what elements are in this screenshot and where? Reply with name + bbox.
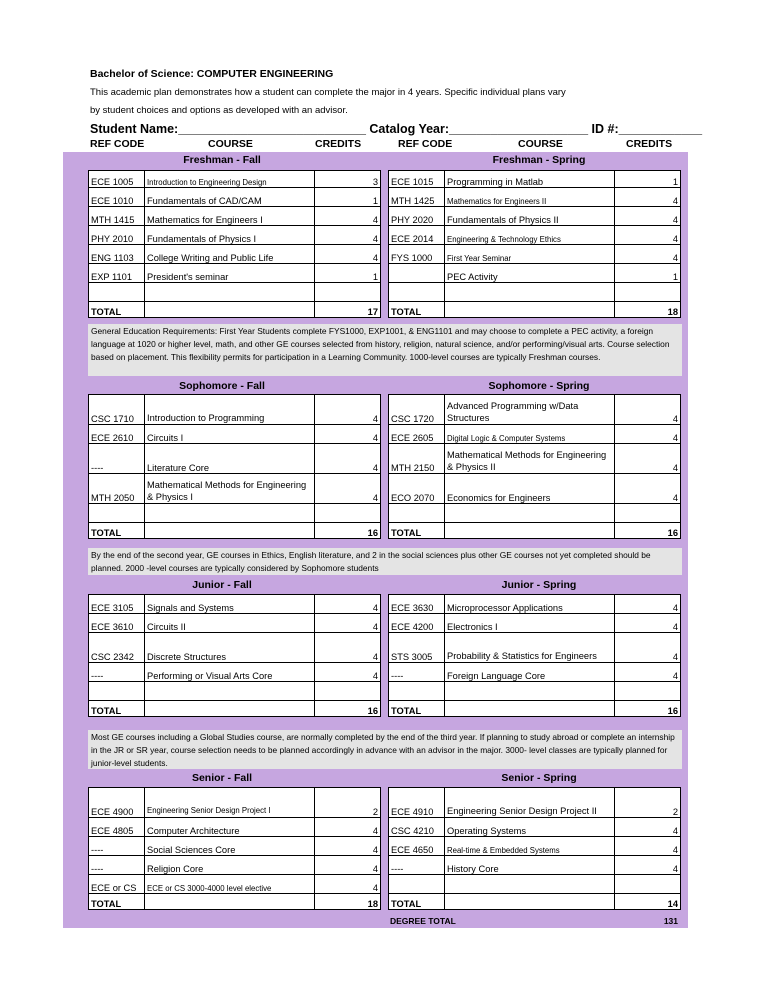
- junior-spring-table: [388, 594, 681, 717]
- ref-code-cell: ----: [89, 663, 145, 682]
- ref-code-cell: MTH 2050: [89, 474, 145, 504]
- credits-cell: 4: [615, 595, 681, 614]
- credits-cell: 4: [315, 856, 381, 875]
- course-row: [89, 595, 381, 614]
- credits-cell: 4: [315, 614, 381, 633]
- sophomore-fall-title: Sophomore - Fall: [179, 380, 265, 392]
- ref-code-cell: [389, 504, 445, 523]
- ref-code-cell: MTH 1425: [389, 188, 445, 207]
- junior-fall-title: Junior - Fall: [192, 579, 252, 591]
- credits-cell: 18: [615, 302, 681, 318]
- junior-fall-table: [88, 594, 381, 717]
- course-cell: Economics for Engineers: [445, 474, 615, 504]
- credits-cell: 4: [315, 226, 381, 245]
- course-header: COURSE: [518, 138, 563, 150]
- ref-code-cell: ECE 4650: [389, 837, 445, 856]
- credits-cell: 4: [315, 837, 381, 856]
- ref-code-cell: ECE 4200: [389, 614, 445, 633]
- credits-cell: [615, 875, 681, 894]
- ref-code-cell: TOTAL: [89, 894, 145, 910]
- credits-cell: [315, 682, 381, 701]
- course-row: [89, 663, 381, 682]
- course-row: [389, 875, 681, 894]
- credits-cell: 4: [315, 425, 381, 444]
- credits-cell: 4: [315, 633, 381, 663]
- course-cell: Mathematics for Engineers II: [445, 188, 615, 207]
- ref-code-cell: [389, 283, 445, 302]
- course-cell: [445, 504, 615, 523]
- ref-code-cell: FYS 1000: [389, 245, 445, 264]
- course-row: [389, 395, 681, 425]
- credits-cell: 16: [315, 701, 381, 717]
- course-cell: Microprocessor Applications: [445, 595, 615, 614]
- course-cell: Foreign Language Core: [445, 663, 615, 682]
- course-row: [89, 245, 381, 264]
- document-title: Bachelor of Science: COMPUTER ENGINEERING: [90, 68, 334, 80]
- course-row: [389, 283, 681, 302]
- course-cell: [445, 894, 615, 910]
- credits-cell: 16: [615, 701, 681, 717]
- degree-total-value: 131: [663, 916, 678, 926]
- course-row: [389, 788, 681, 818]
- student-info-line: Student Name:___________________________ Catalog Year:____________________ ID #:____________: [90, 122, 703, 136]
- ref-code-cell: TOTAL: [389, 894, 445, 910]
- credits-cell: 18: [315, 894, 381, 910]
- ref-code-cell: CSC 4210: [389, 818, 445, 837]
- course-row: [389, 226, 681, 245]
- credits-cell: 4: [615, 425, 681, 444]
- credits-cell: 4: [315, 875, 381, 894]
- ref-code-cell: STS 3005: [389, 633, 445, 663]
- ref-code-cell: CSC 1710: [89, 395, 145, 425]
- course-cell: Religion Core: [145, 856, 315, 875]
- course-cell: Probability & Statistics for Engineers: [445, 633, 615, 663]
- course-row: [389, 474, 681, 504]
- course-row: [89, 614, 381, 633]
- ref-code-cell: ECO 2070: [389, 474, 445, 504]
- course-cell: President's seminar: [145, 264, 315, 283]
- ref-code-header: REF CODE: [398, 138, 453, 150]
- senior-spring-title: Senior - Spring: [501, 772, 577, 784]
- course-cell: Fundamentals of Physics II: [445, 207, 615, 226]
- course-row: [389, 614, 681, 633]
- junior-note: Most GE courses including a Global Studies course, are normally completed by the end of the third year. If planning to study abroad or complete an internship in the JR or SR year, course selection needs to be planned accordingly in advance with an advisor in the major. 3000- level classes are typically planned for junior-level students.: [88, 730, 682, 769]
- ref-code-cell: ----: [89, 837, 145, 856]
- credits-cell: 4: [615, 818, 681, 837]
- sophomore-fall-table: [88, 394, 381, 539]
- ref-code-cell: TOTAL: [389, 701, 445, 717]
- credits-header: CREDITS: [626, 138, 673, 150]
- credits-cell: 3: [315, 171, 381, 188]
- credits-cell: 4: [315, 474, 381, 504]
- course-cell: [445, 701, 615, 717]
- sophomore-spring-title: Sophomore - Spring: [488, 380, 590, 392]
- course-cell: [145, 283, 315, 302]
- credits-header: CREDITS: [315, 138, 362, 150]
- ref-code-cell: ----: [89, 444, 145, 474]
- course-row: [389, 682, 681, 701]
- course-row: [389, 663, 681, 682]
- credits-cell: 4: [315, 444, 381, 474]
- ref-code-cell: MTH 1415: [89, 207, 145, 226]
- course-row: [389, 245, 681, 264]
- course-row: [389, 171, 681, 188]
- ref-code-cell: TOTAL: [89, 523, 145, 539]
- total-row: [89, 894, 381, 910]
- credits-cell: [615, 283, 681, 302]
- credits-cell: 1: [615, 171, 681, 188]
- credits-cell: 4: [615, 245, 681, 264]
- freshman-fall-title: Freshman - Fall: [183, 154, 261, 166]
- course-cell: Operating Systems: [445, 818, 615, 837]
- course-cell: History Core: [445, 856, 615, 875]
- course-row: [389, 633, 681, 663]
- intro-text: This academic plan demonstrates how a student can complete the major in 4 years. Specific individual plans vary: [90, 87, 566, 98]
- total-row: [89, 701, 381, 717]
- credits-cell: 1: [315, 264, 381, 283]
- ref-code-cell: ECE 2605: [389, 425, 445, 444]
- course-row: [89, 633, 381, 663]
- freshman-note: General Education Requirements: First Year Students complete FYS1000, EXP1001, & ENG1101 and may choose to complete a PEC activity, a foreign language at 1020 or higher level, math, and other GE courses selected from history, religion, natural science, and/or performing/visual arts. Course selection based on placement. This flexibility permits for participation in a Learning Community. 1000-level courses are typically Freshman courses.: [88, 324, 682, 376]
- ref-code-cell: MTH 2150: [389, 444, 445, 474]
- credits-cell: [315, 283, 381, 302]
- senior-fall-title: Senior - Fall: [191, 772, 253, 784]
- degree-total-label: DEGREE TOTAL: [390, 916, 456, 926]
- credits-cell: 4: [615, 226, 681, 245]
- course-cell: Circuits I: [145, 425, 315, 444]
- course-row: [389, 595, 681, 614]
- freshman-spring-title: Freshman - Spring: [492, 154, 586, 166]
- ref-code-cell: ECE 4805: [89, 818, 145, 837]
- ref-code-cell: TOTAL: [389, 523, 445, 539]
- ref-code-cell: TOTAL: [89, 701, 145, 717]
- ref-code-cell: ECE 2610: [89, 425, 145, 444]
- ref-code-cell: [89, 504, 145, 523]
- credits-cell: 4: [615, 633, 681, 663]
- course-row: [89, 837, 381, 856]
- course-row: [89, 395, 381, 425]
- course-cell: [445, 875, 615, 894]
- course-cell: [145, 682, 315, 701]
- course-cell: Fundamentals of Physics I: [145, 226, 315, 245]
- credits-cell: 4: [315, 207, 381, 226]
- course-row: [89, 425, 381, 444]
- credits-cell: 4: [315, 818, 381, 837]
- course-row: [389, 264, 681, 283]
- course-row: [389, 856, 681, 875]
- course-cell: Literature Core: [145, 444, 315, 474]
- credits-cell: [615, 682, 681, 701]
- column-headers: [90, 138, 680, 152]
- ref-code-cell: EXP 1101: [89, 264, 145, 283]
- ref-code-cell: ----: [89, 856, 145, 875]
- total-row: [389, 302, 681, 318]
- course-cell: Engineering Senior Design Project II: [445, 788, 615, 818]
- ref-code-cell: ECE 1015: [389, 171, 445, 188]
- senior-spring-table: [388, 787, 681, 910]
- credits-cell: 1: [315, 188, 381, 207]
- ref-code-cell: ECE or CS: [89, 875, 145, 894]
- course-row: [389, 504, 681, 523]
- course-row: [389, 425, 681, 444]
- course-cell: Computer Architecture: [145, 818, 315, 837]
- course-cell: Programming in Matlab: [445, 171, 615, 188]
- credits-cell: 4: [615, 444, 681, 474]
- degree-total: [390, 916, 678, 926]
- credits-cell: 4: [315, 395, 381, 425]
- ref-code-cell: ENG 1103: [89, 245, 145, 264]
- course-cell: Performing or Visual Arts Core: [145, 663, 315, 682]
- course-row: [89, 474, 381, 504]
- course-cell: [145, 701, 315, 717]
- ref-code-cell: [89, 682, 145, 701]
- course-cell: Electronics I: [445, 614, 615, 633]
- course-cell: [145, 894, 315, 910]
- course-row: [89, 682, 381, 701]
- ref-code-cell: ECE 1010: [89, 188, 145, 207]
- course-cell: College Writing and Public Life: [145, 245, 315, 264]
- course-row: [89, 171, 381, 188]
- ref-code-cell: [389, 875, 445, 894]
- credits-cell: 4: [615, 614, 681, 633]
- credits-cell: [615, 504, 681, 523]
- course-cell: [445, 523, 615, 539]
- credits-cell: 2: [315, 788, 381, 818]
- credits-cell: 2: [615, 788, 681, 818]
- senior-fall-table: [88, 787, 381, 910]
- total-row: [389, 701, 681, 717]
- course-row: [89, 818, 381, 837]
- ref-code-cell: CSC 2342: [89, 633, 145, 663]
- credits-cell: 4: [315, 245, 381, 264]
- course-header: COURSE: [208, 138, 253, 150]
- credits-cell: 4: [615, 856, 681, 875]
- course-cell: Real-time & Embedded Systems: [445, 837, 615, 856]
- course-row: [389, 818, 681, 837]
- course-row: [89, 226, 381, 245]
- total-row: [89, 302, 381, 318]
- course-cell: Discrete Structures: [145, 633, 315, 663]
- course-row: [389, 444, 681, 474]
- course-cell: Mathematical Methods for Engineering & Physics II: [445, 444, 615, 474]
- ref-code-cell: TOTAL: [389, 302, 445, 318]
- ref-code-header: REF CODE: [90, 138, 145, 150]
- course-cell: Fundamentals of CAD/CAM: [145, 188, 315, 207]
- credits-cell: 14: [615, 894, 681, 910]
- credits-cell: 1: [615, 264, 681, 283]
- sophomore-note: By the end of the second year, GE courses in Ethics, English literature, and 2 in the social sciences plus other GE courses not yet completed should be planned. 2000 -level courses are typically considered by Sophomore students: [88, 548, 682, 575]
- ref-code-cell: PHY 2020: [389, 207, 445, 226]
- credits-cell: [315, 504, 381, 523]
- course-row: [389, 188, 681, 207]
- credits-cell: 4: [615, 395, 681, 425]
- course-cell: First Year Seminar: [445, 245, 615, 264]
- ref-code-cell: PHY 2010: [89, 226, 145, 245]
- ref-code-cell: [389, 682, 445, 701]
- credits-cell: 4: [615, 474, 681, 504]
- ref-code-cell: ECE 4900: [89, 788, 145, 818]
- credits-cell: 4: [615, 188, 681, 207]
- credits-cell: 4: [615, 663, 681, 682]
- credits-cell: 17: [315, 302, 381, 318]
- course-cell: Mathematical Methods for Engineering & Physics I: [145, 474, 315, 504]
- course-cell: Digital Logic & Computer Systems: [445, 425, 615, 444]
- course-cell: Circuits II: [145, 614, 315, 633]
- freshman-spring-table: [388, 170, 681, 318]
- course-row: [89, 283, 381, 302]
- course-cell: Introduction to Programming: [145, 395, 315, 425]
- course-row: [89, 875, 381, 894]
- course-cell: PEC Activity: [445, 264, 615, 283]
- course-cell: Mathematics for Engineers I: [145, 207, 315, 226]
- course-row: [89, 264, 381, 283]
- credits-cell: 4: [615, 207, 681, 226]
- course-cell: [445, 682, 615, 701]
- credits-cell: 4: [315, 595, 381, 614]
- ref-code-cell: ----: [389, 663, 445, 682]
- course-row: [89, 504, 381, 523]
- freshman-fall-table: [88, 170, 381, 318]
- course-cell: Social Sciences Core: [145, 837, 315, 856]
- credits-cell: 4: [615, 837, 681, 856]
- course-cell: [145, 504, 315, 523]
- ref-code-cell: ECE 3105: [89, 595, 145, 614]
- sophomore-spring-table: [388, 394, 681, 539]
- course-row: [89, 856, 381, 875]
- course-cell: [145, 302, 315, 318]
- ref-code-cell: [389, 264, 445, 283]
- total-row: [389, 523, 681, 539]
- course-row: [89, 207, 381, 226]
- ref-code-cell: ECE 3630: [389, 595, 445, 614]
- course-cell: Engineering & Technology Ethics: [445, 226, 615, 245]
- ref-code-cell: ECE 1005: [89, 171, 145, 188]
- course-row: [89, 188, 381, 207]
- course-cell: Engineering Senior Design Project I: [145, 788, 315, 818]
- course-cell: Advanced Programming w/Data Structures: [445, 395, 615, 425]
- course-cell: Introduction to Engineering Design: [145, 171, 315, 188]
- course-cell: Signals and Systems: [145, 595, 315, 614]
- course-row: [389, 207, 681, 226]
- ref-code-cell: ECE 3610: [89, 614, 145, 633]
- course-row: [89, 444, 381, 474]
- credits-cell: 16: [315, 523, 381, 539]
- ref-code-cell: [89, 283, 145, 302]
- junior-spring-title: Junior - Spring: [501, 579, 577, 591]
- course-row: [89, 788, 381, 818]
- course-cell: ECE or CS 3000-4000 level elective: [145, 875, 315, 894]
- ref-code-cell: TOTAL: [89, 302, 145, 318]
- course-row: [389, 837, 681, 856]
- ref-code-cell: ----: [389, 856, 445, 875]
- ref-code-cell: CSC 1720: [389, 395, 445, 425]
- ref-code-cell: ECE 4910: [389, 788, 445, 818]
- course-cell: [145, 523, 315, 539]
- intro-text: by student choices and options as developed with an advisor.: [90, 105, 348, 116]
- total-row: [389, 894, 681, 910]
- credits-cell: 16: [615, 523, 681, 539]
- course-cell: [445, 302, 615, 318]
- total-row: [89, 523, 381, 539]
- ref-code-cell: ECE 2014: [389, 226, 445, 245]
- course-cell: [445, 283, 615, 302]
- credits-cell: 4: [315, 663, 381, 682]
